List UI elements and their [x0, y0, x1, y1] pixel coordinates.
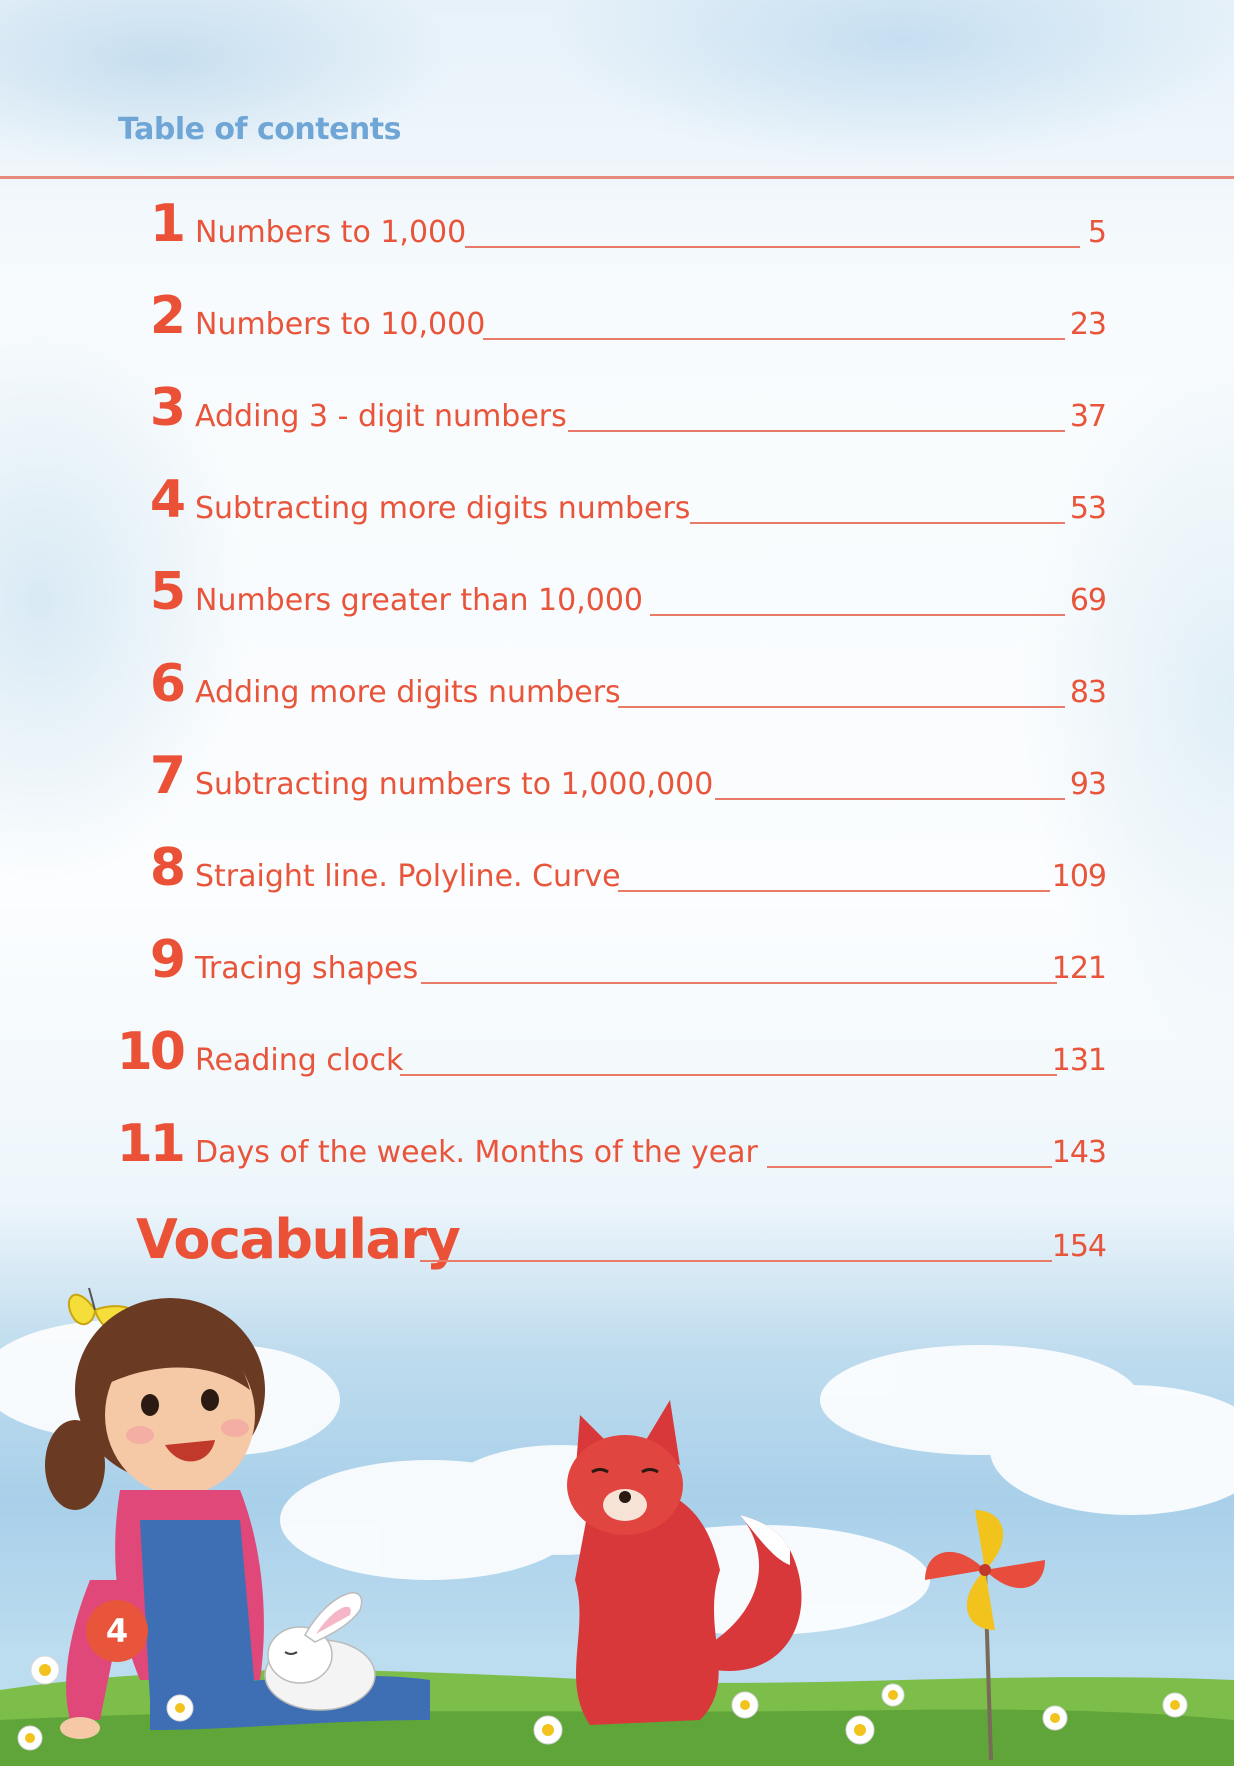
- rabbit-icon: [265, 1593, 375, 1710]
- page-reference: 131: [1051, 1043, 1106, 1078]
- dot-leader: [650, 614, 1065, 616]
- dot-leader: [618, 890, 1050, 892]
- toc-entry[interactable]: [0, 1024, 1234, 1084]
- page-reference: 5: [1087, 215, 1106, 250]
- chapter-number: 8: [149, 838, 183, 898]
- chapter-title: Straight line. Polyline. Curve: [195, 859, 621, 894]
- toc-entry[interactable]: [0, 380, 1234, 440]
- dot-leader: [483, 338, 1065, 340]
- chapter-number: 1: [149, 194, 183, 254]
- dot-leader: [568, 430, 1065, 432]
- page-reference: 121: [1051, 951, 1106, 986]
- chapter-number: 4: [149, 470, 183, 530]
- toc-entry[interactable]: [0, 840, 1234, 900]
- chapter-title: Adding 3 - digit numbers: [195, 399, 567, 434]
- vocabulary-title: Vocabulary: [136, 1208, 460, 1271]
- chapter-title: Days of the week. Months of the year: [195, 1135, 758, 1170]
- toc-entry[interactable]: [0, 564, 1234, 624]
- dot-leader: [690, 522, 1065, 524]
- page-title: Table of contents: [118, 112, 401, 147]
- chapter-title: Reading clock: [195, 1043, 404, 1078]
- chapter-number: 9: [149, 930, 183, 990]
- page-reference: 23: [1069, 307, 1106, 342]
- dot-leader: [421, 982, 1057, 984]
- chapter-number: 6: [149, 654, 183, 714]
- chapter-title: Adding more digits numbers: [195, 675, 621, 710]
- dot-leader: [767, 1166, 1052, 1168]
- dot-leader: [618, 706, 1065, 708]
- page-reference: 109: [1051, 859, 1106, 894]
- toc-entry[interactable]: [0, 196, 1234, 256]
- toc-entry[interactable]: [0, 288, 1234, 348]
- toc-entry[interactable]: [0, 472, 1234, 532]
- chapter-title: Subtracting more digits numbers: [195, 491, 691, 526]
- chapter-title: Numbers to 10,000: [195, 307, 486, 342]
- chapter-title: Numbers to 1,000: [195, 215, 467, 250]
- page-reference: 93: [1069, 767, 1106, 802]
- page-reference: 69: [1069, 583, 1106, 618]
- page-number-badge: 4: [86, 1600, 148, 1662]
- toc-entry[interactable]: [0, 1116, 1234, 1176]
- chapter-number: 2: [149, 286, 183, 346]
- dot-leader: [400, 1074, 1057, 1076]
- header-divider: [0, 176, 1234, 179]
- chapter-number: 3: [149, 378, 183, 438]
- page-reference: 143: [1051, 1135, 1106, 1170]
- chapter-number: 5: [149, 562, 183, 622]
- page-reference: 83: [1069, 675, 1106, 710]
- toc-entry[interactable]: [0, 656, 1234, 716]
- page-reference: 37: [1069, 399, 1106, 434]
- chapter-number: 10: [116, 1022, 183, 1082]
- toc-entry[interactable]: [0, 932, 1234, 992]
- chapter-number: 11: [116, 1114, 183, 1174]
- chapter-title: Subtracting numbers to 1,000,000: [195, 767, 714, 802]
- dot-leader: [465, 246, 1080, 248]
- chapter-number: 7: [149, 746, 183, 806]
- toc-entry[interactable]: [0, 748, 1234, 808]
- dot-leader: [715, 798, 1065, 800]
- fox-icon: [567, 1400, 801, 1725]
- page-reference: 154: [1051, 1229, 1106, 1264]
- page-reference: 53: [1069, 491, 1106, 526]
- illustration: [0, 1250, 1234, 1766]
- chapter-title: Tracing shapes: [195, 951, 419, 986]
- chapter-title: Numbers greater than 10,000: [195, 583, 644, 618]
